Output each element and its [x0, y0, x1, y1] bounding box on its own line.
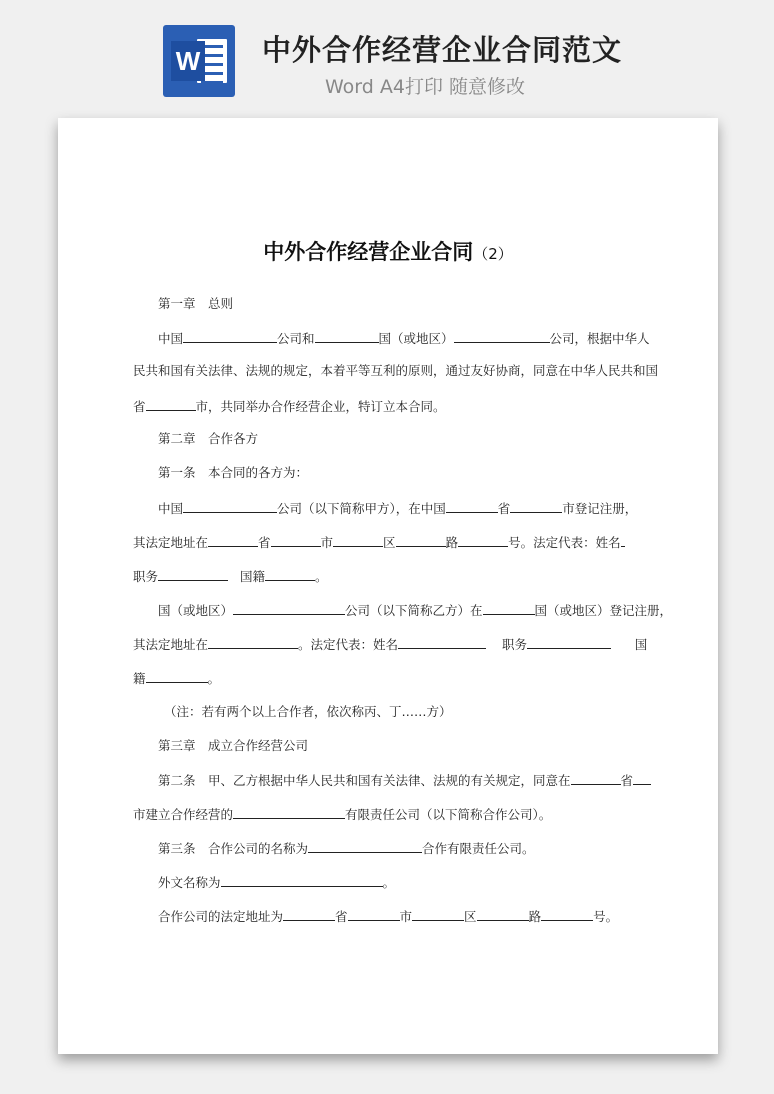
chapter-heading: 第一章 总则: [158, 296, 234, 311]
paragraph-line: 省 市，共同举办合作经营企业，特订立本合同。: [133, 399, 446, 414]
paragraph-line: 职务 国籍 。: [133, 569, 328, 584]
paragraph-line: 中国 公司（以下简称甲方），在中国 省 市登记注册，: [158, 501, 638, 516]
document-title-text: 中外合作经营企业合同: [263, 240, 474, 264]
paragraph-line: 其法定地址在 。法定代表：姓名 职务 国: [133, 637, 648, 652]
note-line: （注：若有两个以上合作者，依次称丙、丁……方）: [164, 704, 452, 719]
paragraph-line: 中国 公司和 国（或地区） 公司，根据中华人: [158, 331, 650, 346]
paragraph-line: 第三条 合作公司的名称为 合作有限责任公司。: [158, 841, 535, 856]
document-page: [58, 118, 718, 1054]
header: [0, 0, 774, 110]
word-icon: [163, 25, 235, 97]
paragraph-line: 合作公司的法定地址为 省 市 区 路 号。: [158, 909, 619, 924]
paragraph-line: 市建立合作经营的 有限责任公司（以下简称合作公司）。: [133, 807, 552, 822]
chapter-heading: 第二章 合作各方: [158, 431, 259, 446]
document-title-suffix: （2）: [473, 245, 513, 263]
paragraph-line: 籍 。: [133, 671, 221, 686]
paragraph-line: 其法定地址在 省 市 区 路 号。法定代表：姓名: [133, 534, 625, 551]
page-title: 中外合作经营企业合同范文: [262, 33, 623, 67]
article-line: 第一条 本合同的各方为：: [158, 465, 309, 480]
paragraph-line: 国（或地区） 公司（以下简称乙方）在 国（或地区）登记注册，: [158, 603, 673, 618]
paragraph-line: 第二条 甲、乙方根据中华人民共和国有关法律、法规的有关规定，同意在 省: [158, 772, 651, 789]
chapter-heading: 第三章 成立合作经营公司: [158, 738, 309, 753]
document-title: [58, 236, 718, 266]
word-letter: W: [171, 41, 205, 81]
page-subtitle: Word A4打印 随意修改: [325, 76, 526, 98]
paragraph-line: 外文名称为 。: [158, 875, 396, 890]
paragraph-line: 民共和国有关法律、法规的规定，本着平等互利的原则，通过友好协商，同意在中华人民共和国: [133, 363, 659, 378]
